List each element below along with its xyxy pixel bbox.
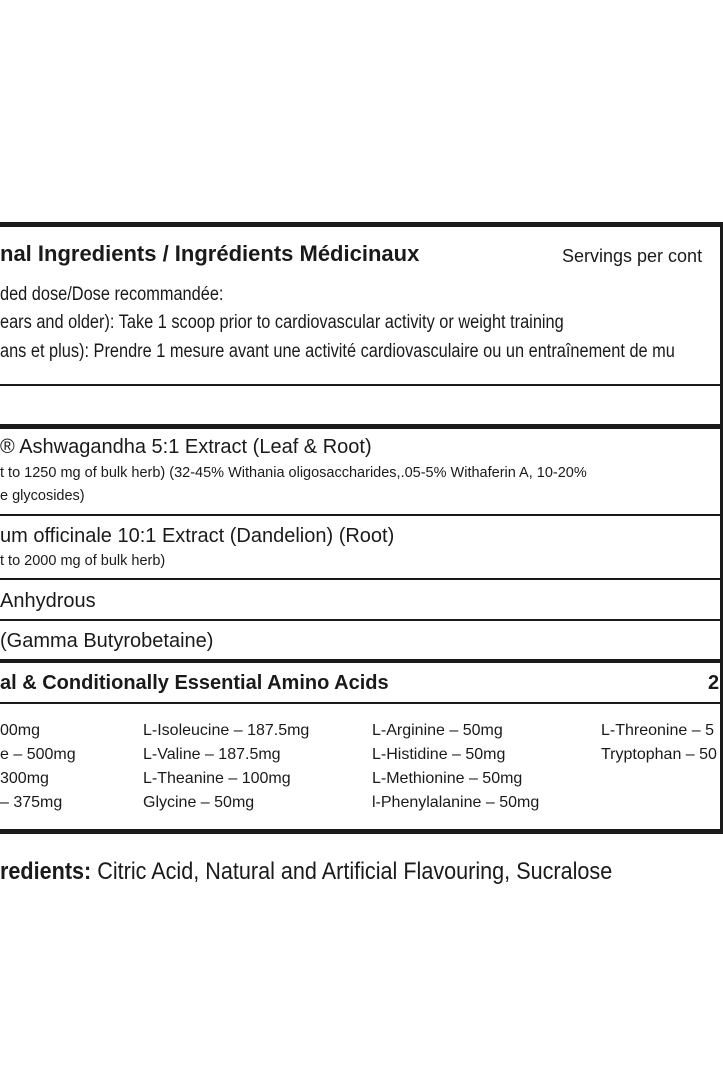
amino-item: l-Phenylalanine – 50mg (372, 794, 540, 811)
amino-item: Tryptophan – 50 (601, 746, 717, 763)
panel-bottom-border (0, 829, 723, 834)
dose-heading: ded dose/Dose recommandée: (0, 284, 224, 305)
blend-divider (0, 702, 723, 704)
ingredient-dandelion-name: um officinale 10:1 Extract (Dandelion) (Root) (0, 525, 395, 547)
ingredient-ashwagandha-name: ® Ashwagandha 5:1 Extract (Leaf & Root) (0, 436, 372, 458)
ingredient-ashwagandha-detail: t to 1250 mg of bulk herb) (32-45% Withania oligosaccharides,.05-5% Withaferin A, 10-20% (0, 465, 587, 481)
ingredient-ashwagandha-detail-cont: e glycosides) (0, 488, 85, 504)
other-ingredients (0, 858, 612, 886)
amino-item: e – 500mg (0, 746, 76, 763)
ingredient-divider (0, 578, 723, 580)
amino-item: L-Threonine – 5 (601, 722, 714, 739)
ingredient-gbb-name: (Gamma Butyrobetaine) (0, 630, 214, 652)
ingredient-dandelion-detail: t to 2000 mg of bulk herb) (0, 553, 166, 569)
amino-item: L-Methionine – 50mg (372, 770, 523, 787)
amino-blend-title: al & Conditionally Essential Amino Acids (0, 672, 389, 694)
amino-item: Glycine – 50mg (143, 794, 255, 811)
other-ingredients-text: Citric Acid, Natural and Artificial Flavouring, Sucralose (91, 858, 613, 885)
other-ingredients-label: redients: (0, 858, 92, 885)
servings-per-container: Servings per cont (562, 246, 703, 266)
amino-item: 00mg (0, 722, 41, 739)
amino-item: L-Theanine – 100mg (143, 770, 291, 787)
amino-item: L-Arginine – 50mg (372, 722, 503, 739)
amino-item: L-Isoleucine – 187.5mg (143, 722, 310, 739)
ingredient-divider (0, 514, 723, 516)
ingredient-anhydrous-name: Anhydrous (0, 590, 96, 612)
ingredients-top-divider (0, 424, 723, 429)
amino-blend-amount: 2 (708, 672, 720, 694)
dose-french: ans et plus): Prendre 1 mesure avant une activité cardiovasculaire ou un entraînement de mu (0, 341, 675, 362)
dose-english: ears and older): Take 1 scoop prior to cardiovascular activity or weight training (0, 312, 564, 333)
panel-title: nal Ingredients / Ingrédients Médicinaux (0, 241, 420, 266)
amino-item: L-Histidine – 50mg (372, 746, 506, 763)
header-divider (0, 384, 723, 386)
ingredient-divider (0, 619, 723, 621)
amino-item: 300mg (0, 770, 49, 787)
panel-top-border (0, 222, 723, 227)
amino-item: L-Valine – 187.5mg (143, 746, 281, 763)
blend-top-divider (0, 659, 723, 663)
amino-item: – 375mg (0, 794, 63, 811)
